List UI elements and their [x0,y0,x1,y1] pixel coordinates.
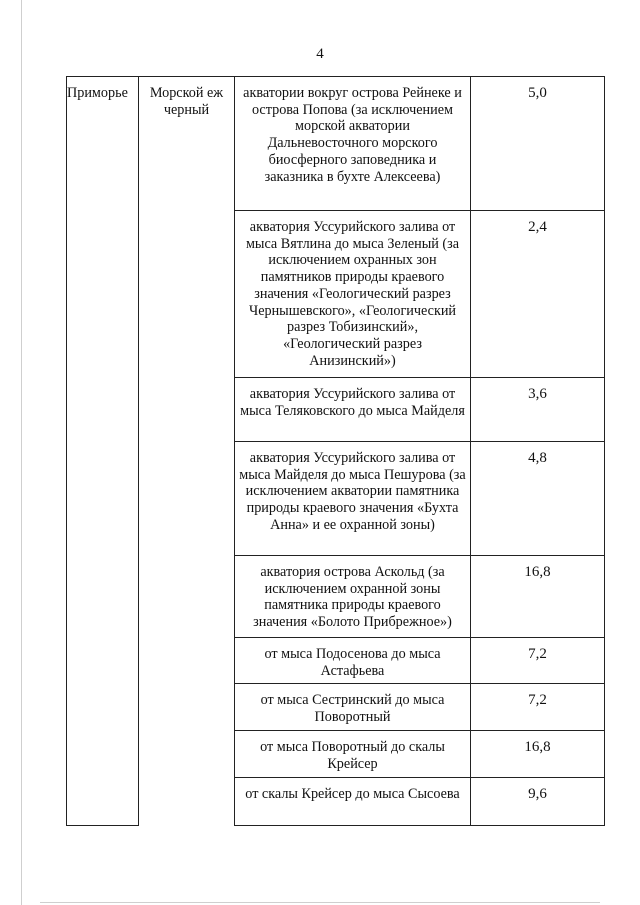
table-row [67,77,605,211]
region-cell [67,77,139,826]
area-cell: акватория Уссурийского залива от мыса Майделя до мыса Пешурова (за исключением акватории памятника природы краевого значения «Бухта Анна» и ее охранной зоны) [235,442,471,556]
page-number: 4 [316,46,324,62]
value-cell: 7,2 [471,684,605,731]
scan-edge-bottom [40,902,600,903]
value-cell: 4,8 [471,442,605,556]
species-text: Морской еж черный [149,85,224,118]
quota-table [66,76,605,826]
area-cell: от мыса Подосенова до мыса Астафьева [235,638,471,684]
value-cell: 3,6 [471,378,605,442]
area-cell: акватории вокруг острова Рейнеке и острова Попова (за исключением морской акватории Дальневосточного морского биосферного заповедника и заказника в бухте Алексеева) [235,77,471,211]
area-cell: акватория острова Аскольд (за исключением охранной зоны памятника природы краевого значения «Болото Прибрежное») [235,556,471,638]
area-cell: от мыса Сестринский до мыса Поворотный [235,684,471,731]
value-cell: 16,8 [471,556,605,638]
area-cell: от мыса Поворотный до скалы Крейсер [235,731,471,777]
value-cell: 2,4 [471,211,605,378]
value-cell: 7,2 [471,638,605,684]
scan-edge-left [21,0,22,905]
species-cell [139,77,235,826]
area-cell: от скалы Крейсер до мыса Сысоева [235,777,471,825]
area-cell: акватория Уссурийского залива от мыса Теляковского до мыса Майделя [235,378,471,442]
area-cell: акватория Уссурийского залива от мыса Вятлина до мыса Зеленый (за исключением охранных зон памятников природы краевого значения «Геологический разрез Чернышевского», «Геологический разрез Тобизинский», «Геологический разрез Анизинский») [235,211,471,378]
value-cell: 9,6 [471,777,605,825]
region-text: Приморье [67,85,128,101]
value-cell: 16,8 [471,731,605,777]
value-cell: 5,0 [471,77,605,211]
